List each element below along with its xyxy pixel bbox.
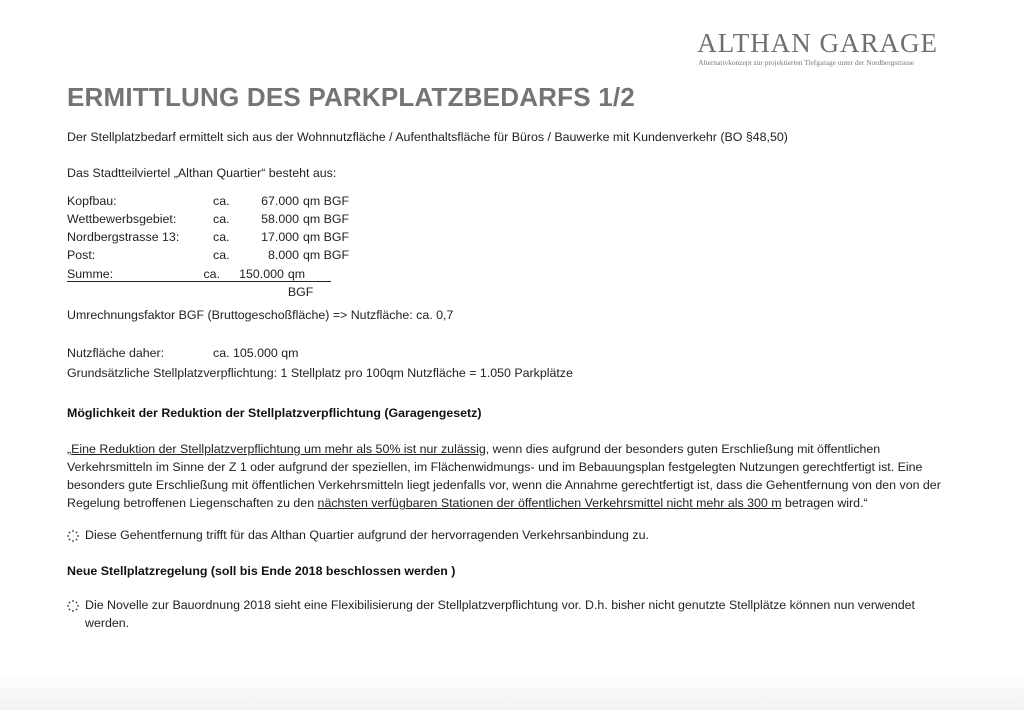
area-unit: qm BGF	[303, 194, 350, 208]
brand-subtitle: Alternativkonzept zur projektierten Tiefgarage unter der Nordbergstrasse	[698, 58, 915, 67]
area-label: Wettbewerbsgebiet:	[67, 212, 177, 226]
area-table	[67, 192, 957, 299]
bullet-item	[67, 596, 957, 632]
quote-text-2: betragen wird.“	[781, 496, 868, 510]
area-value: 58.000	[261, 212, 299, 226]
sum-label: Summe:	[67, 267, 114, 281]
area-unit: qm BGF	[303, 212, 350, 226]
quarter-intro: Das Stadtteilviertel „Althan Quartier“ besteht aus:	[67, 166, 337, 180]
area-approx: ca.	[213, 194, 230, 208]
legal-quote	[67, 440, 957, 512]
area-row	[67, 246, 957, 264]
bullet-text: Diese Gehentfernung trifft für das Althan Quartier aufgrund der hervorragenden Verkehrsanbindung zu.	[85, 528, 649, 542]
section-heading-reduction: Möglichkeit der Reduktion der Stellplatzverpflichtung (Garagengesetz)	[67, 406, 482, 420]
section-heading-new-regulation: Neue Stellplatzregelung (soll bis Ende 2018 beschlossen werden )	[67, 564, 456, 578]
brand-title: ALTHAN GARAGE	[697, 28, 938, 58]
brand-logo	[697, 28, 938, 67]
sum-unit: qm BGF	[287, 267, 314, 299]
usable-area-label: Nutzfläche daher:	[67, 346, 165, 360]
bullet-item	[67, 526, 957, 544]
parking-obligation: Grundsätzliche Stellplatzverpflichtung: 1 Stellplatz pro 100qm Nutzfläche = 1.050 Parkplätze	[67, 366, 573, 380]
page-title: ERMITTLUNG DES PARKPLATZBEDARFS 1/2	[67, 82, 635, 112]
quote-underlined-2: nächsten verfügbaren Stationen der öffentlichen Verkehrsmittel nicht mehr als 300 m	[317, 496, 782, 510]
area-label: Kopfbau:	[67, 194, 117, 208]
area-row	[67, 228, 957, 246]
area-row	[67, 210, 957, 228]
area-unit: qm BGF	[303, 230, 350, 244]
document-body	[67, 128, 957, 632]
area-sum-row	[67, 265, 331, 299]
area-approx: ca.	[213, 230, 230, 244]
quote-open: „	[67, 442, 72, 456]
sum-value: 150.000	[239, 267, 284, 281]
area-approx: ca.	[213, 248, 230, 262]
area-unit: qm BGF	[303, 248, 350, 262]
usable-area	[67, 344, 957, 362]
bullet-text: Die Novelle zur Bauordnung 2018 sieht eine Flexibilisierung der Stellplatzverpflichtung vor. D.h. bisher nicht genutzte Stellplätze können nun verwendet werden.	[85, 598, 915, 630]
usable-area-value: ca. 105.000 qm	[213, 346, 299, 360]
dotted-circle-icon	[67, 530, 79, 542]
conversion-factor: Umrechnungsfaktor BGF (Bruttogeschoßfläche) => Nutzfläche: ca. 0,7	[67, 308, 454, 322]
area-row	[67, 192, 957, 210]
quote-underlined-1: Eine Reduktion der Stellplatzverpflichtung um mehr als 50% ist nur zulässig	[71, 442, 486, 456]
area-label: Nordbergstrasse 13:	[67, 230, 180, 244]
page-bottom-edge	[0, 670, 1024, 710]
intro-text: Der Stellplatzbedarf ermittelt sich aus der Wohnnutzfläche / Aufenthaltsfläche für Büros / Bauwerke mit Kundenverkehr (BO §48,50)	[67, 130, 788, 144]
area-approx: ca.	[213, 212, 230, 226]
dotted-circle-icon	[67, 600, 79, 612]
area-value: 17.000	[261, 230, 299, 244]
quote-text-1: , wenn dies aufgrund der besonders guten Erschließung mit öffentlichen Verkehrsmitteln im Sinne der Z 1 oder aufgrund der speziellen, im Flächenwidmungs- und im Bebauungsplan festgelegten Nutzungen gerechtfertigt ist. Eine besonders gute Erschließung mit öffentlichen Verkehrsmitteln liegt jedenfalls vor, wenn die Annahme gerechtfertigt ist, dass die Gehentfernung von den von der Regelung betroffenen Liegenschaften zu den	[67, 442, 941, 510]
area-value: 67.000	[261, 194, 299, 208]
area-value: 8.000	[267, 248, 299, 262]
area-label: Post:	[67, 248, 96, 262]
sum-approx: ca.	[203, 267, 221, 281]
